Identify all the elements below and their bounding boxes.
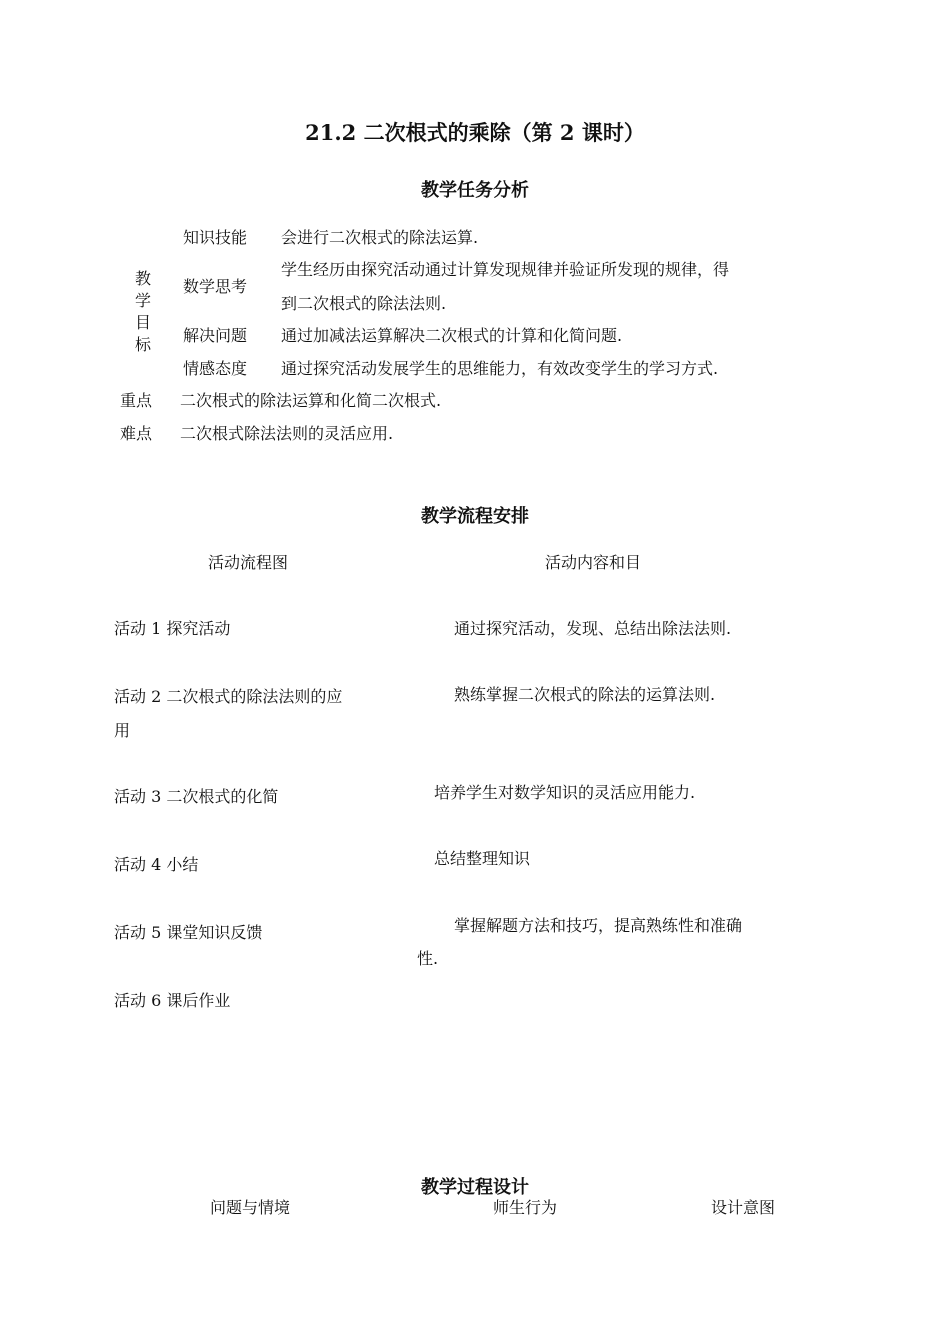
activity-3-goal: 培养学生对数学知识的灵活应用能力. — [434, 783, 696, 802]
activity-2-name-line1: 活动 2 二次根式的除法法则的应 — [114, 687, 343, 706]
goal-category-knowledge: 知识技能 — [183, 228, 248, 247]
activity-4-goal: 总结整理知识 — [434, 849, 531, 868]
activity-2-goal: 熟练掌握二次根式的除法的运算法则. — [454, 685, 716, 704]
flow-heading: 教学流程安排 — [421, 506, 529, 527]
goal-text-problem: 通过加减法运算解决二次根式的计算和化简问题. — [281, 326, 623, 345]
goal-text-thinking-line2: 到二次根式的除法法则. — [281, 294, 447, 313]
process-col-behavior: 师生行为 — [493, 1198, 558, 1217]
activity-4-name: 活动 4 小结 — [114, 855, 199, 874]
activity-5-name: 活动 5 课堂知识反馈 — [114, 923, 263, 942]
process-col-intent: 设计意图 — [711, 1198, 776, 1217]
page-title: 21.2 二次根式的乘除（第 2 课时） — [305, 120, 645, 145]
activity-5-goal-line2: 性. — [417, 949, 439, 968]
activity-1-goal: 通过探究活动，发现、总结出除法法则. — [454, 619, 732, 638]
goal-category-problem: 解决问题 — [183, 326, 248, 345]
process-heading: 教学过程设计 — [421, 1177, 529, 1198]
task-analysis-heading: 教学任务分析 — [421, 180, 529, 201]
activity-2-name-line2: 用 — [114, 721, 131, 740]
activity-5-goal-line1: 掌握解题方法和技巧，提高熟练性和准确 — [454, 916, 743, 935]
process-col-problem: 问题与情境 — [210, 1198, 291, 1217]
goal-category-attitude: 情感态度 — [183, 359, 248, 378]
goal-text-thinking-line1: 学生经历由探究活动通过计算发现规律并验证所发现的规律，得 — [281, 260, 730, 279]
key-point-text: 二次根式的除法运算和化简二次根式. — [180, 391, 442, 410]
activity-1-name: 活动 1 探究活动 — [114, 619, 231, 638]
difficulty-label: 难点 — [120, 424, 153, 443]
flow-col-content: 活动内容和目 — [545, 553, 642, 572]
goal-category-thinking: 数学思考 — [183, 277, 248, 296]
goal-text-knowledge: 会进行二次根式的除法运算. — [281, 228, 479, 247]
key-point-label: 重点 — [120, 391, 153, 410]
goals-label: 教学目标 — [134, 269, 151, 354]
difficulty-text: 二次根式除法法则的灵活应用. — [180, 424, 394, 443]
flow-col-chart: 活动流程图 — [208, 553, 289, 572]
goal-text-attitude: 通过探究活动发展学生的思维能力，有效改变学生的学习方式. — [281, 359, 719, 378]
activity-6-name: 活动 6 课后作业 — [114, 991, 231, 1010]
activity-3-name: 活动 3 二次根式的化简 — [114, 787, 279, 806]
